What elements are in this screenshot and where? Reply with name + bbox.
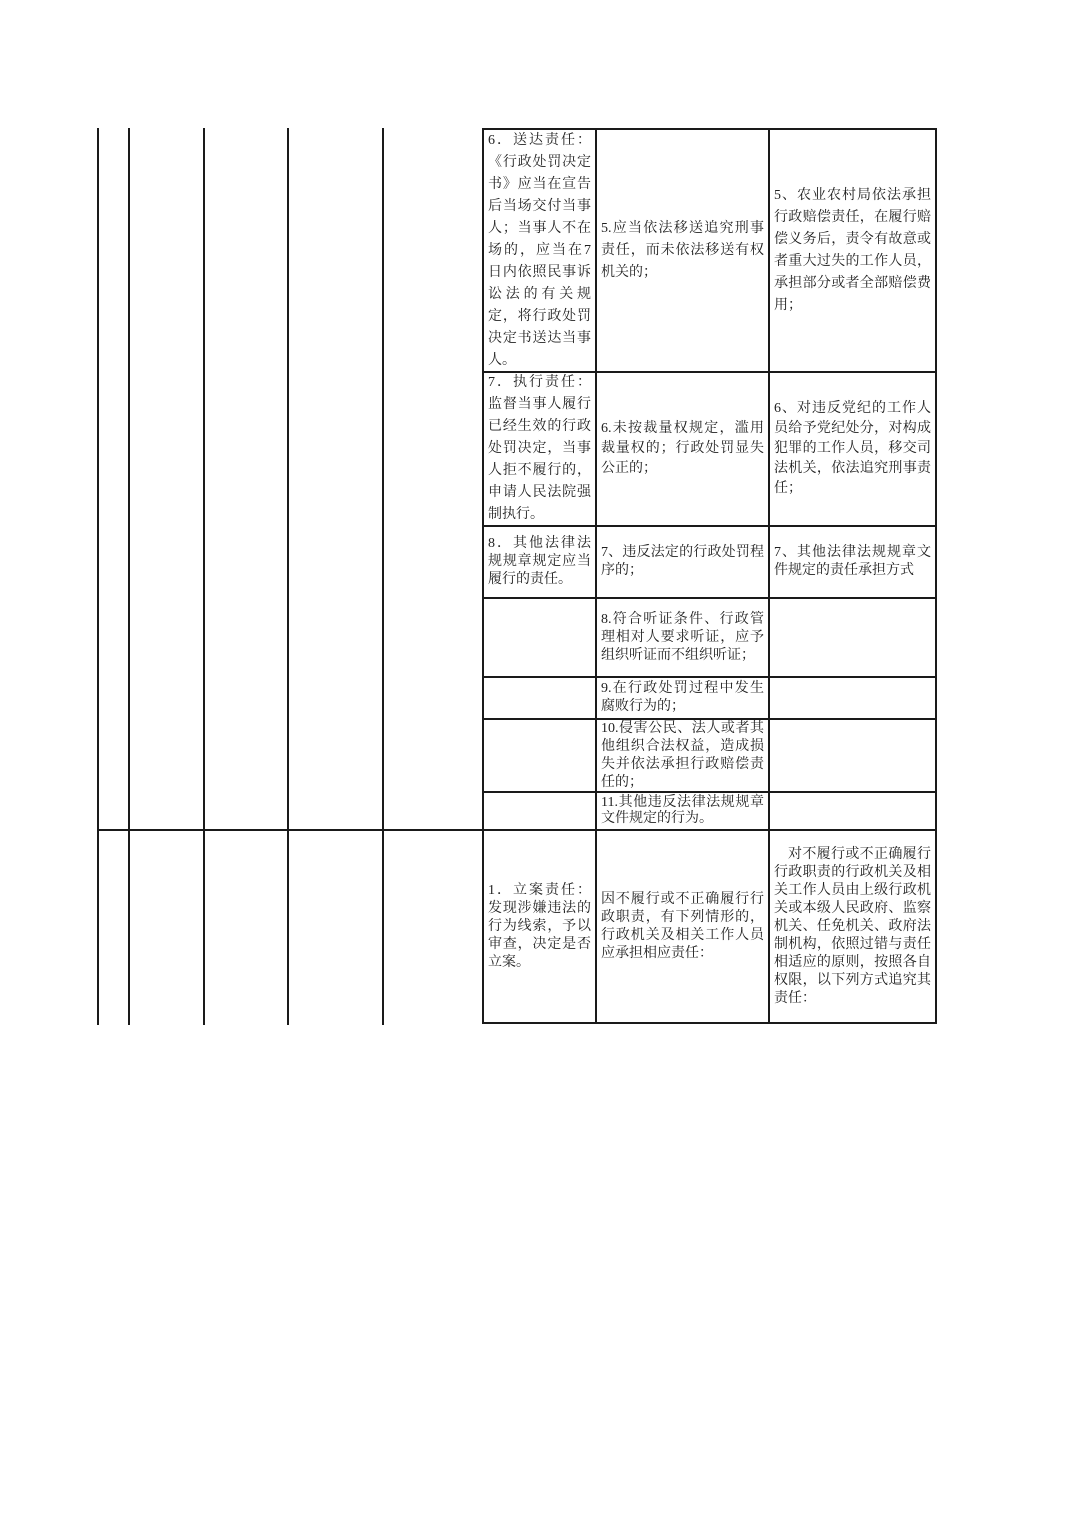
cell-violation-8 xyxy=(597,599,768,676)
cell-text: 7．执行责任：监督当事人履行已经生效的行政处罚决定，当事人拒不履行的，申请人民法院强制执行。 xyxy=(488,375,591,522)
cell-text: 5.应当依法移送追究刑事责任，而未依法移送有权机关的； xyxy=(601,220,764,280)
table-gridline-vertical xyxy=(287,128,289,1025)
cell-duty-serve xyxy=(484,130,595,371)
cell-text: 10.侵害公民、法人或者其他组织合法权益，造成损失并依法承担行政赔偿责任的； xyxy=(601,720,764,790)
responsibility-table-fragment xyxy=(97,128,937,1025)
cell-text: 6、对违反党纪的工作人员给予党纪处分，对构成犯罪的工作人员，移交司法机关，依法追究刑事责任； xyxy=(774,401,931,496)
cell-duty-enforce xyxy=(484,373,595,525)
cell-text: 6．送达责任：《行政处罚决定书》应当在宣告后当场交付当事人；当事人不在场的，应当在7日内依照民事诉讼法的有关规定，将行政处罚决定书送达当事人。 xyxy=(488,132,591,368)
cell-text: 6.未按裁量权规定，滥用裁量权的；行政处罚显失公正的； xyxy=(601,421,764,476)
cell-violation-intro xyxy=(597,831,768,1022)
table-gridline-vertical xyxy=(97,128,99,1025)
cell-violation-7 xyxy=(597,527,768,597)
table-gridline-vertical xyxy=(203,128,205,1025)
cell-violation-11 xyxy=(597,793,768,829)
cell-duty-filing xyxy=(484,831,595,1022)
cell-duty-other xyxy=(484,527,595,597)
cell-text: 8．其他法律法规规章规定应当履行的责任。 xyxy=(488,536,591,587)
cell-violation-6 xyxy=(597,373,768,525)
cell-text: 9.在行政处罚过程中发生腐败行为的； xyxy=(601,681,764,714)
table-gridline-vertical xyxy=(935,128,937,1024)
cell-violation-9 xyxy=(597,678,768,718)
cell-text: 8.符合听证条件、行政管理相对人要求听证，应予组织听证而不组织听证； xyxy=(601,611,764,663)
cell-text: 7、其他法律法规规章文件规定的责任承担方式 xyxy=(774,545,931,578)
table-gridline-horizontal xyxy=(482,1022,937,1024)
cell-accountability-intro xyxy=(770,831,935,1022)
cell-violation-5 xyxy=(597,130,768,371)
table-gridline-vertical xyxy=(128,128,130,1025)
cell-accountability-6 xyxy=(770,373,935,525)
cell-text: 11.其他违反法律法规规章文件规定的行为。 xyxy=(601,795,764,826)
cell-accountability-5 xyxy=(770,130,935,371)
cell-text: 1．立案责任：发现涉嫌违法的行为线索，予以审查，决定是否立案。 xyxy=(488,882,591,970)
cell-text: 5、农业农村局依法承担行政赔偿责任，在履行赔偿义务后，责令有故意或者重大过失的工作人员，承担部分或者全部赔偿费用； xyxy=(774,187,931,313)
cell-violation-10 xyxy=(597,720,768,791)
cell-text: 7、违反法定的行政处罚程序的； xyxy=(601,545,764,578)
cell-text: 因不履行或不正确履行行政职责，有下列情形的，行政机关及相关工作人员应承担相应责任： xyxy=(601,891,764,961)
cell-text: 对不履行或不正确履行行政职责的行政机关及相关工作人员由上级行政机关或本级人民政府、监察机关、任免机关、政府法制机构，依照过错与责任相适应的原则，按照各自权限，以下列方式追究其责任： xyxy=(774,846,931,1006)
table-gridline-vertical xyxy=(382,128,384,1025)
cell-accountability-7 xyxy=(770,527,935,597)
